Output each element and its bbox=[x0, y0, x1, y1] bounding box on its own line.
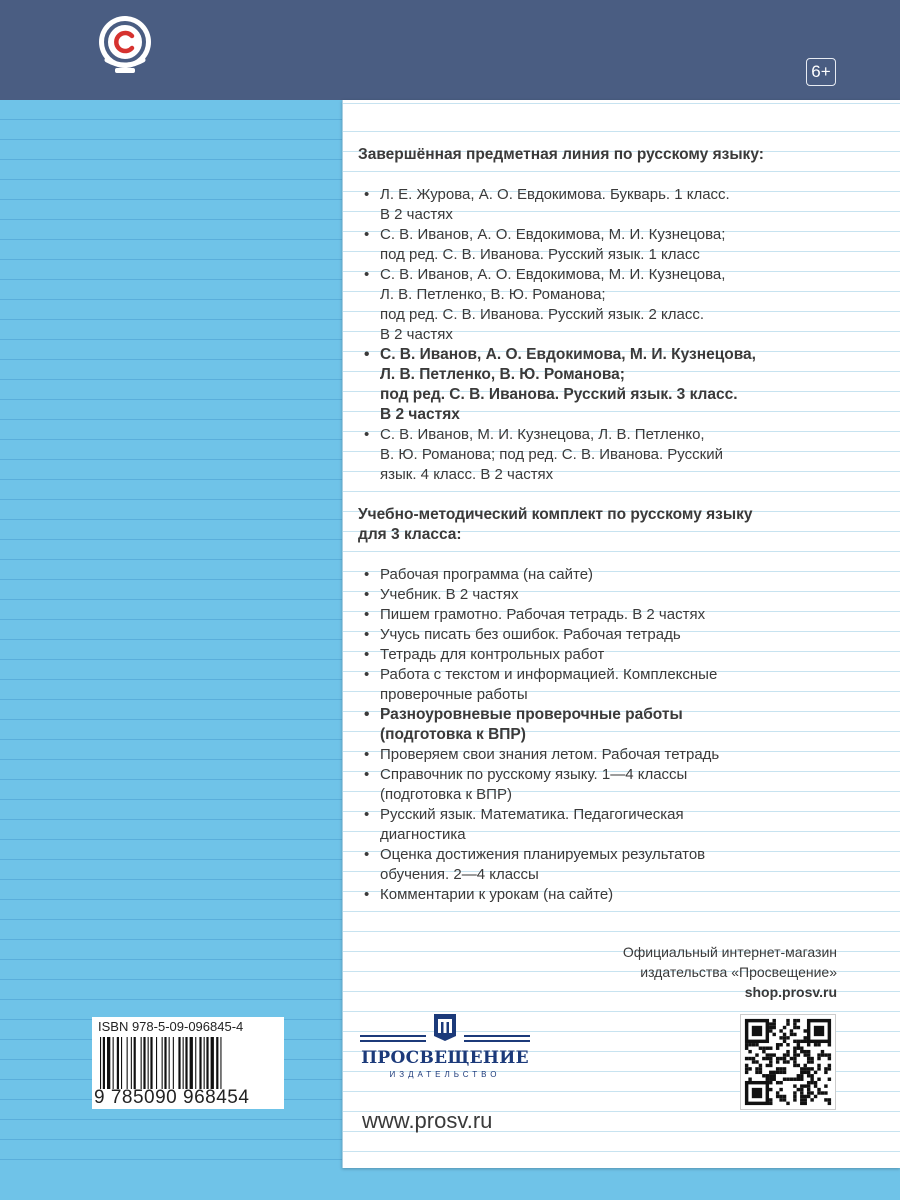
teaching-kit-list bbox=[358, 565, 858, 905]
list-item bbox=[358, 585, 858, 605]
publisher-website-link[interactable]: www.prosv.ru bbox=[362, 1108, 493, 1133]
list-item bbox=[358, 565, 858, 585]
list-item-line: • Учусь писать без ошибок. Рабочая тетрадь bbox=[380, 626, 681, 643]
shop-line-2: издательства «Просвещение» bbox=[640, 964, 837, 980]
list-item-line: • Оценка достижения планируемых результатов bbox=[380, 846, 706, 863]
list-item-line: • С. В. Иванов, А. О. Евдокимова, М. И. Кузнецова; bbox=[380, 226, 726, 243]
list-item-line: Л. В. Петленко, В. Ю. Романова; bbox=[380, 286, 606, 303]
list-item-line: проверочные работы bbox=[380, 686, 528, 703]
list-item-line: • Справочник по русскому языку. 1—4 классы bbox=[380, 766, 688, 783]
list-item-line: • Пишем грамотно. Рабочая тетрадь. В 2 частях bbox=[380, 606, 706, 623]
online-shop-info bbox=[542, 942, 837, 1002]
list-item-line: • Л. Е. Журова, А. О. Евдокимова. Букварь. 1 класс. bbox=[380, 186, 730, 203]
list-item-line: (подготовка к ВПР) bbox=[380, 786, 512, 803]
list-item bbox=[358, 605, 858, 625]
qr-code-icon[interactable] bbox=[740, 1014, 836, 1110]
list-item-line: под ред. С. В. Иванова. Русский язык. 3 класс. bbox=[380, 386, 738, 403]
list-item-line: язык. 4 класс. В 2 частях bbox=[380, 466, 554, 483]
list-item-line: • Тетрадь для контрольных работ bbox=[380, 646, 605, 663]
list-item bbox=[358, 885, 858, 905]
publisher-name: ПРОСВЕЩЕНИЕ bbox=[361, 1048, 529, 1068]
content-area bbox=[358, 145, 858, 905]
publisher-globe-logo-icon bbox=[93, 14, 157, 78]
publisher-brand bbox=[360, 1010, 530, 1102]
age-rating-badge: 6+ bbox=[806, 58, 836, 86]
cover-bottom-strip bbox=[0, 1168, 900, 1200]
list-item-line: (подготовка к ВПР) bbox=[380, 726, 526, 743]
list-item-line: • Разноуровневые проверочные работы bbox=[380, 706, 683, 723]
list-item bbox=[358, 625, 858, 645]
list-item bbox=[358, 665, 858, 705]
shop-line-1: Официальный интернет-магазин bbox=[622, 944, 837, 960]
section1-heading: Завершённая предметная линия по русскому языку: bbox=[358, 146, 764, 163]
list-item bbox=[358, 265, 858, 345]
list-item-line: под ред. С. В. Иванова. Русский язык. 1 класс bbox=[380, 246, 700, 263]
list-item-line: • С. В. Иванов, А. О. Евдокимова, М. И. Кузнецова, bbox=[380, 266, 726, 283]
list-item bbox=[358, 225, 858, 265]
list-item bbox=[358, 745, 858, 765]
list-item-line: • Учебник. В 2 частях bbox=[380, 586, 519, 603]
section2-heading bbox=[358, 505, 858, 545]
list-item-line: В 2 частях bbox=[380, 206, 453, 223]
list-item-line: • Комментарии к урокам (на сайте) bbox=[380, 886, 614, 903]
list-item-line: • С. В. Иванов, А. О. Евдокимова, М. И. Кузнецова, bbox=[380, 346, 756, 363]
publisher-subtitle: ИЗДАТЕЛЬСТВО bbox=[389, 1070, 501, 1079]
list-item-line: В. Ю. Романова; под ред. С. В. Иванова. Русский bbox=[380, 446, 723, 463]
list-item bbox=[358, 805, 858, 845]
list-item-line: Л. В. Петленко, В. Ю. Романова; bbox=[380, 366, 625, 383]
list-item-line: В 2 частях bbox=[380, 406, 460, 423]
list-item-line: • С. В. Иванов, М. И. Кузнецова, Л. В. Петленко, bbox=[380, 426, 705, 443]
barcode-bars-icon bbox=[98, 1037, 278, 1089]
list-item-line: обучения. 2—4 классы bbox=[380, 866, 539, 883]
list-item-line: под ред. С. В. Иванова. Русский язык. 2 класс. bbox=[380, 306, 705, 323]
list-item-line: диагностика bbox=[380, 826, 466, 843]
list-item-line: В 2 частях bbox=[380, 326, 453, 343]
list-item bbox=[358, 705, 858, 745]
list-item-line: • Рабочая программа (на сайте) bbox=[380, 566, 594, 583]
list-item-line: • Работа с текстом и информацией. Комплексные bbox=[380, 666, 718, 683]
list-item bbox=[358, 185, 858, 225]
subject-line-list bbox=[358, 185, 858, 485]
list-item bbox=[358, 845, 858, 885]
list-item bbox=[358, 345, 858, 425]
publisher-emblem-icon bbox=[432, 1010, 458, 1042]
isbn-barcode bbox=[92, 1017, 284, 1109]
heading-line: Учебно-методический комплект по русскому языку bbox=[358, 506, 753, 523]
heading-line: для 3 класса: bbox=[358, 526, 462, 543]
list-item bbox=[358, 425, 858, 485]
list-item bbox=[358, 765, 858, 805]
shop-url-link[interactable]: shop.prosv.ru bbox=[744, 984, 837, 1000]
list-item bbox=[358, 645, 858, 665]
isbn-number: ISBN 978-5-09-096845-4 bbox=[98, 1019, 244, 1034]
ean-number: 9 785090 968454 bbox=[94, 1087, 250, 1108]
list-item-line: • Русский язык. Математика. Педагогическая bbox=[380, 806, 684, 823]
list-item-line: • Проверяем свои знания летом. Рабочая тетрадь bbox=[380, 746, 720, 763]
